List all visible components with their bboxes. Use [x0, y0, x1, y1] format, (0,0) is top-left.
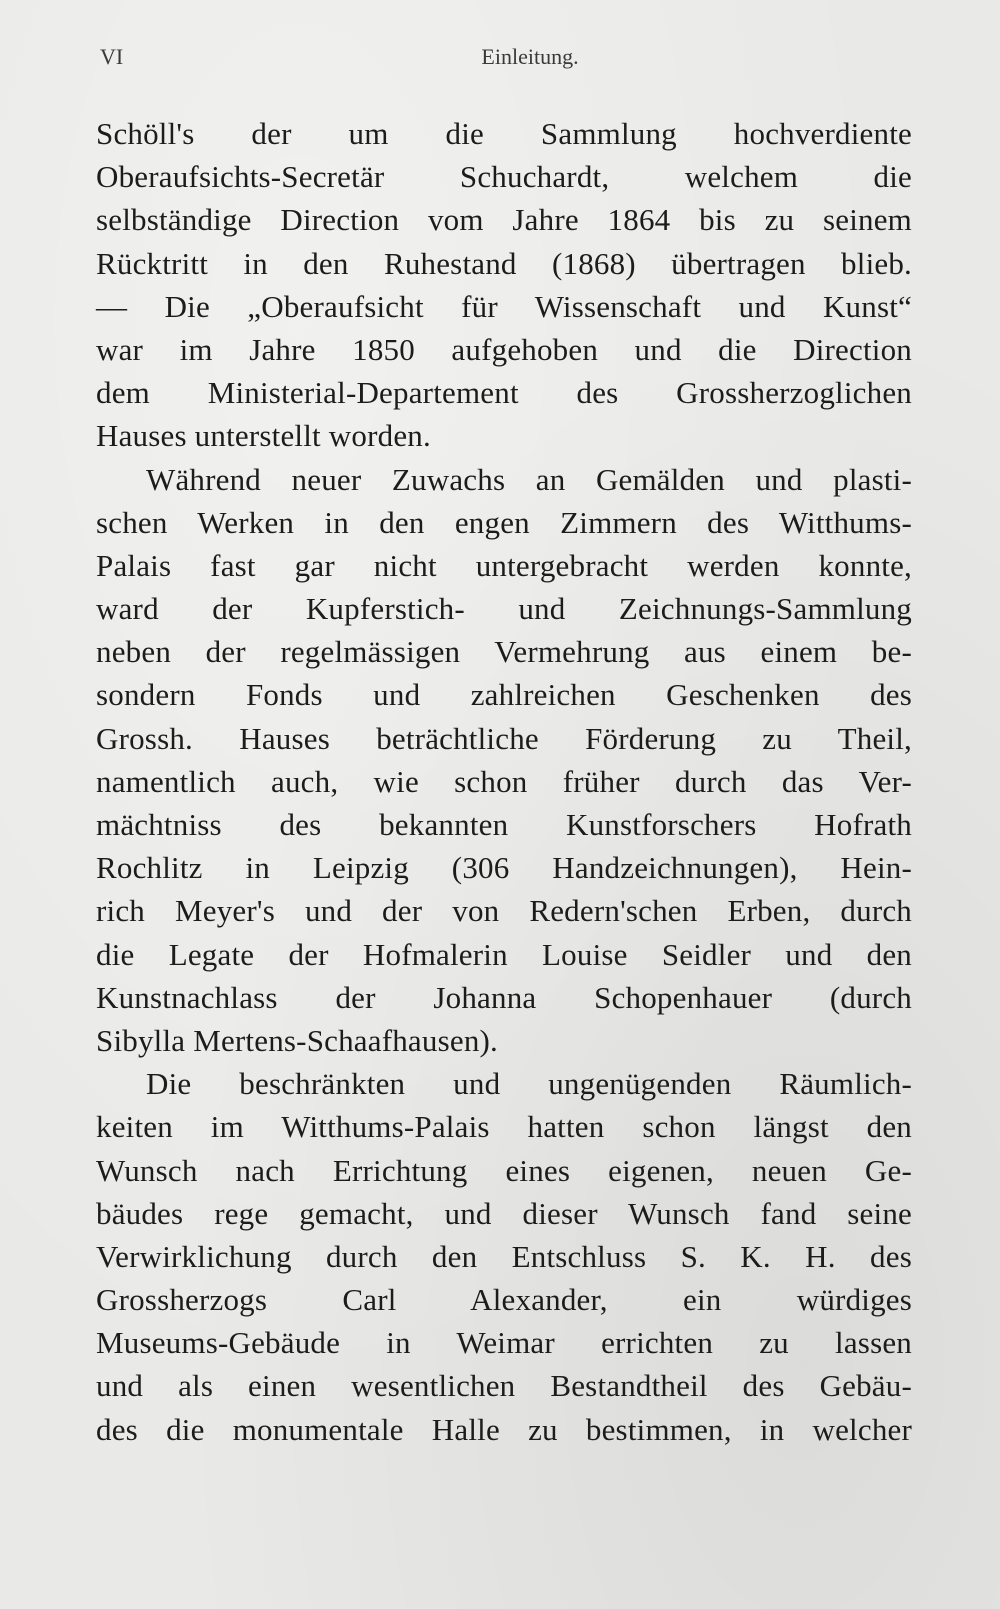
text-line: selbständige Direction vom Jahre 1864 bis zu seinem: [96, 202, 912, 238]
text-line: Museums-Gebäude in Weimar errichten zu lassen: [96, 1325, 912, 1361]
text-line: des die monumentale Halle zu bestimmen, in welcher: [96, 1411, 912, 1447]
text-line: Kunstnachlass der Johanna Schopenhauer (durch: [96, 979, 912, 1015]
body-text: [96, 112, 912, 1451]
text-line: dem Ministerial-Departement des Grossherzoglichen: [96, 375, 912, 411]
running-head: [100, 44, 900, 74]
text-line: Während neuer Zuwachs an Gemälden und plasti-: [146, 461, 912, 497]
text-line: neben der regelmässigen Vermehrung aus einem be-: [96, 634, 912, 670]
text-line: Sibylla Mertens-Schaafhausen).: [96, 1022, 498, 1058]
text-line: sondern Fonds und zahlreichen Geschenken des: [96, 677, 912, 713]
text-line: mächtniss des bekannten Kunstforschers Hofrath: [96, 807, 912, 842]
text-line: Grossherzogs Carl Alexander, ein würdiges: [96, 1282, 912, 1318]
text-line: und als einen wesentlichen Bestandtheil des Gebäu-: [96, 1368, 912, 1404]
text-line: Wunsch nach Errichtung eines eigenen, neuen Ge-: [96, 1152, 912, 1188]
text-line: Oberaufsichts-Secretär Schuchardt, welchem die: [96, 159, 912, 195]
text-line: Palais fast gar nicht untergebracht werden konnte,: [96, 547, 912, 583]
text-line: — Die „Oberaufsicht für Wissenschaft und Kunst“: [96, 288, 912, 324]
text-line: keiten im Witthums-Palais hatten schon längst den: [96, 1109, 912, 1145]
text-line: die Legate der Hofmalerin Louise Seidler und den: [96, 936, 912, 972]
text-line: Grossh. Hauses beträchtliche Förderung zu Theil,: [96, 720, 912, 756]
text-line: namentlich auch, wie schon früher durch das Ver-: [96, 763, 912, 799]
text-line: Die beschränkten und ungenügenden Räumlich-: [146, 1066, 912, 1102]
text-line: Schöll's der um die Sammlung hochverdiente: [96, 116, 912, 151]
text-line: Rochlitz in Leipzig (306 Handzeichnungen), Hein-: [96, 850, 912, 886]
text-line: rich Meyer's und der von Redern'schen Erben, durch: [96, 893, 912, 929]
text-line: Hauses unterstellt worden.: [96, 418, 431, 454]
text-line: war im Jahre 1850 aufgehoben und die Direction: [96, 331, 912, 367]
running-title: Einleitung.: [481, 44, 579, 69]
text-line: Verwirklichung durch den Entschluss S. K. H. des: [96, 1238, 912, 1274]
text-line: ward der Kupferstich- und Zeichnungs-Sammlung: [96, 591, 912, 627]
page-number: VI: [100, 44, 124, 69]
text-line: Rücktritt in den Ruhestand (1868) übertragen blieb.: [96, 245, 912, 281]
text-line: schen Werken in den engen Zimmern des Witthums-: [96, 504, 912, 540]
text-line: bäudes rege gemacht, und dieser Wunsch fand seine: [96, 1195, 912, 1231]
